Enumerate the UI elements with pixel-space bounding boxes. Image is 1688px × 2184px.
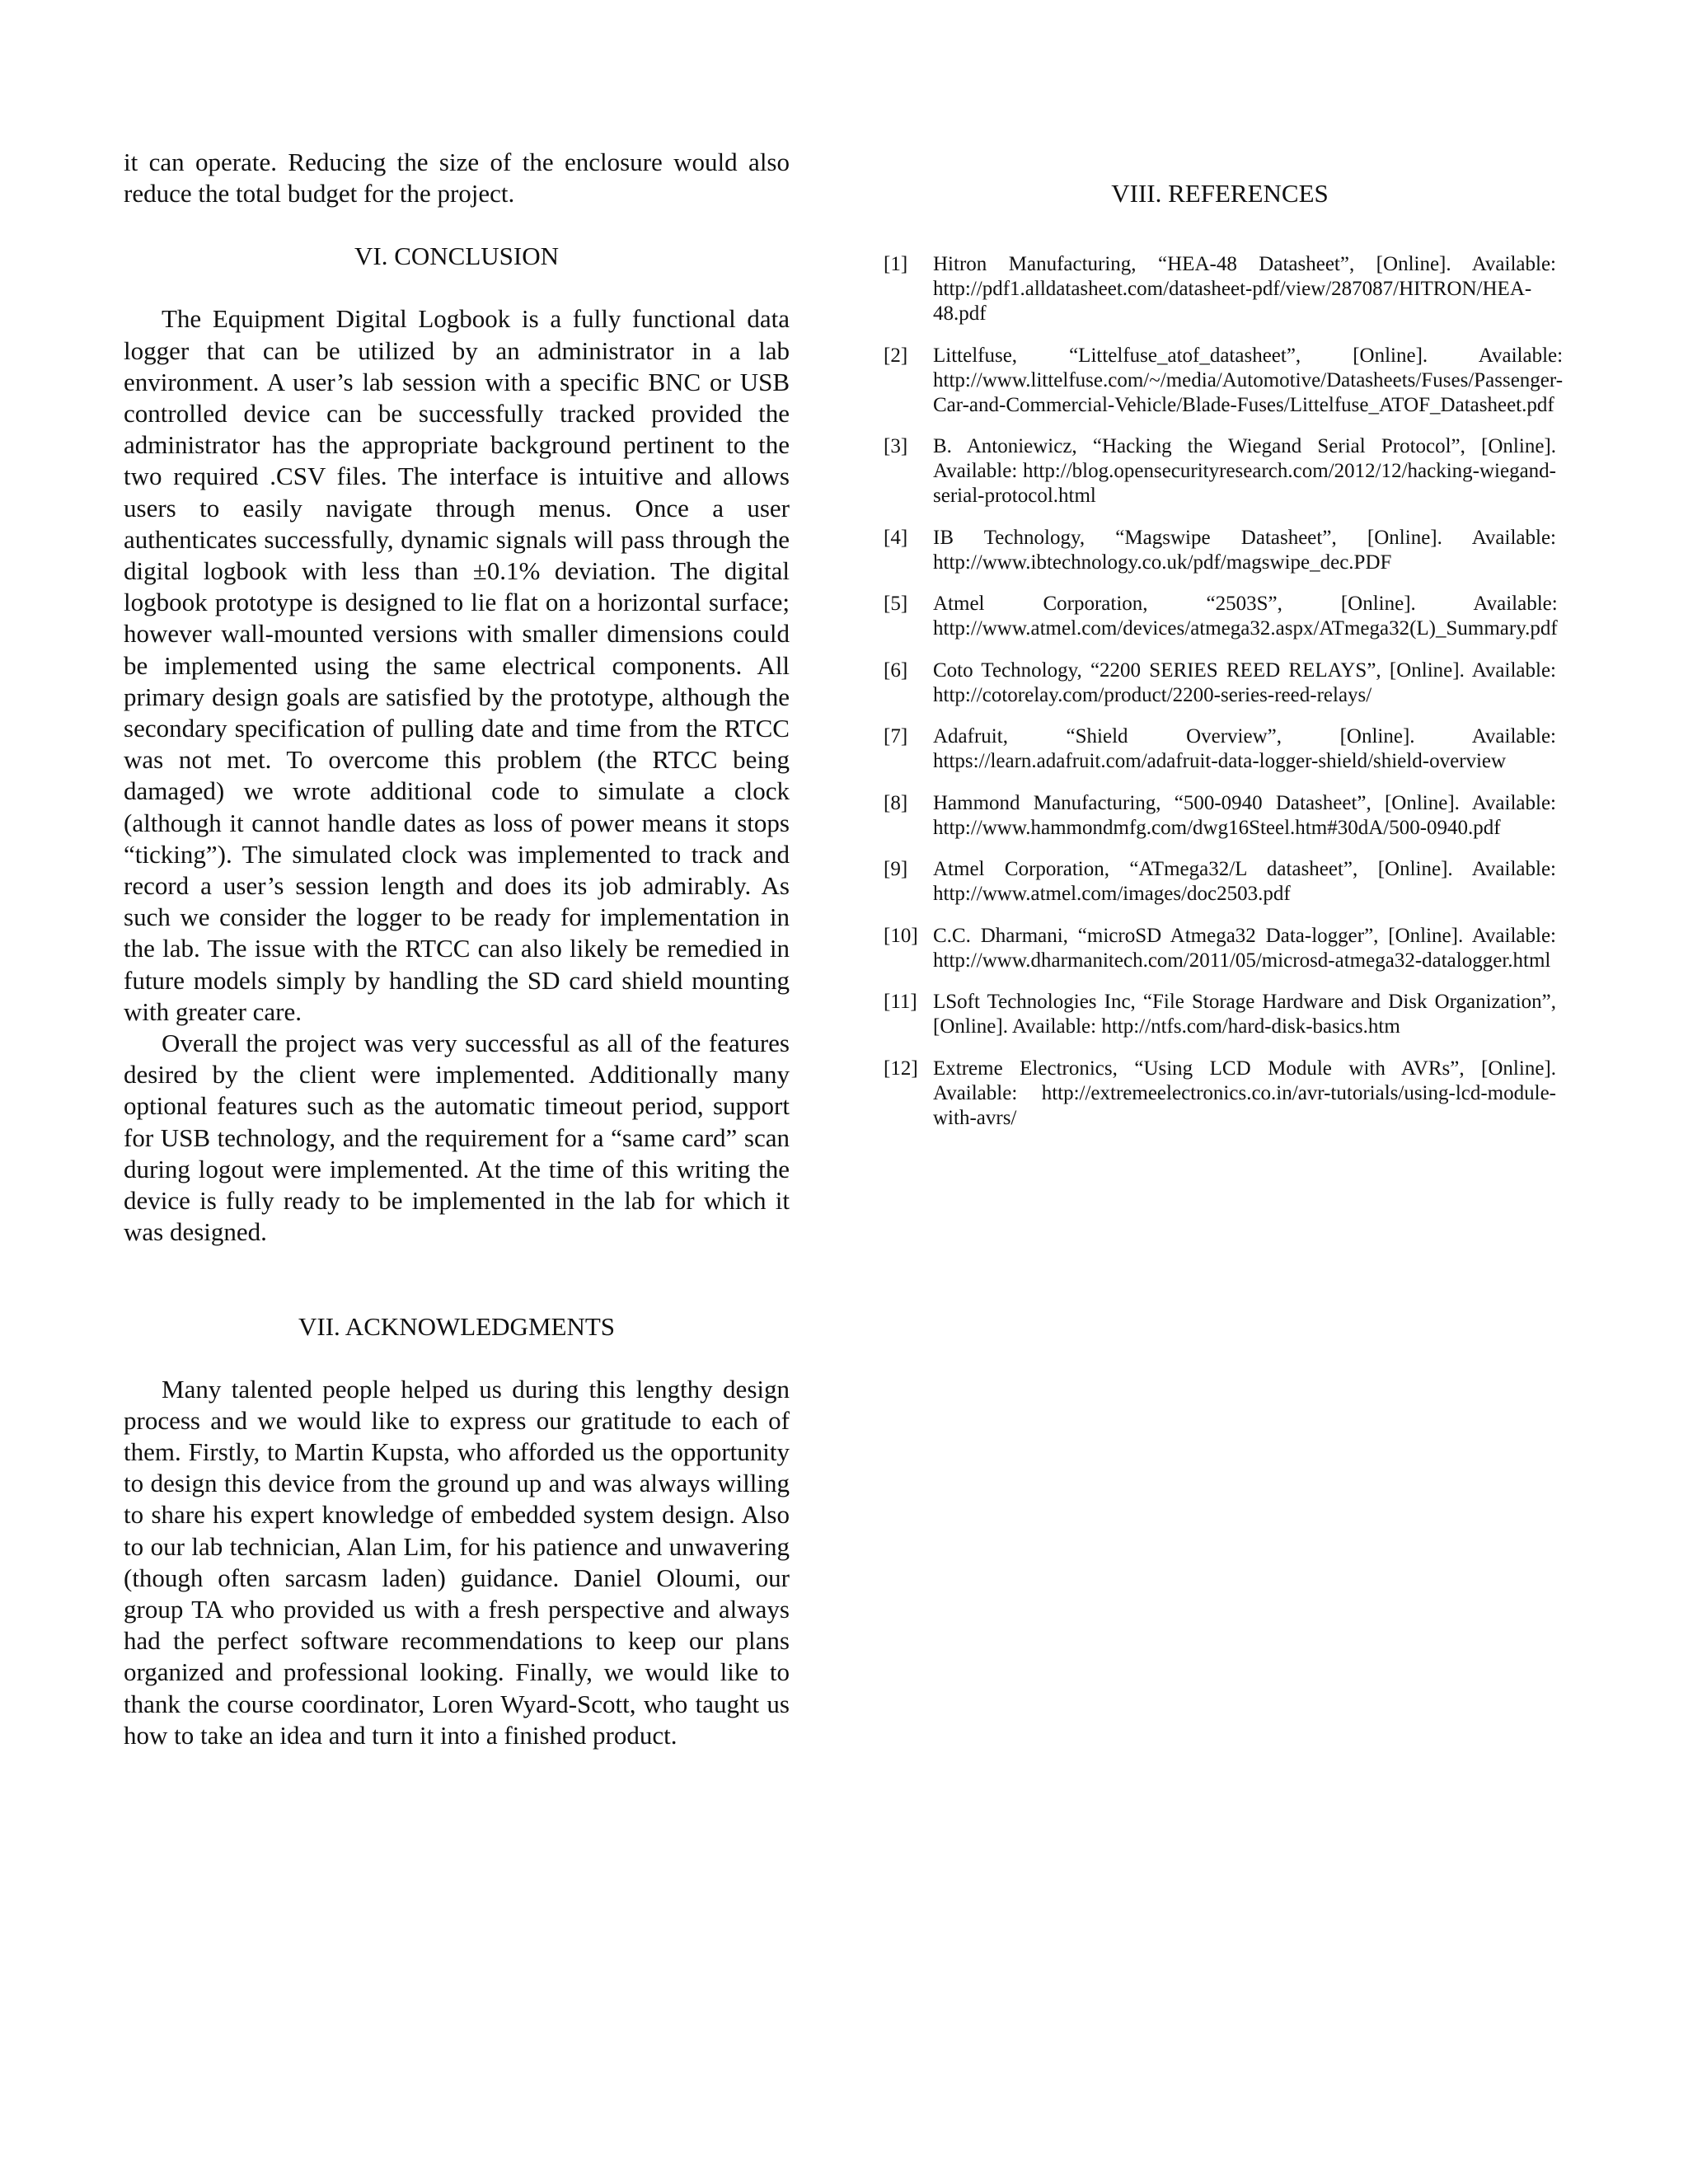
reference-text: Hammond Manufacturing, “500-0940 Datasheet”, [Online]. Available: http://www.hammondmfg.com/dwg16Steel.htm#30dA/500-0940.pdf [933, 791, 1556, 839]
reference-item [884, 1057, 1556, 1131]
reference-text: Littelfuse, “Littelfuse_atof_datasheet”, [Online]. Available: http://www.littelfuse.com/~/media/Automotive/Datasheets/Fuses/Passenger-Car-and-Commercial-Vehicle/Blade-Fuses/Littelfuse_ATOF_Datasheet.pdf [933, 344, 1564, 416]
reference-text: IB Technology, “Magswipe Datasheet”, [Online]. Available: http://www.ibtechnology.co.uk/pdf/magswipe_dec.PDF [933, 526, 1556, 574]
reference-item [884, 434, 1556, 509]
reference-number: [1] [884, 253, 908, 275]
reference-item [884, 724, 1556, 774]
reference-text: Coto Technology, “2200 SERIES REED RELAYS”, [Online]. Available: http://cotorelay.com/product/2200-series-reed-relays/ [933, 658, 1556, 706]
reference-number: [4] [884, 526, 908, 549]
reference-text: Atmel Corporation, “ATmega32/L datasheet”, [Online]. Available: http://www.atmel.com/images/doc2503.pdf [933, 858, 1556, 905]
conclusion-paragraph-1: The Equipment Digital Logbook is a fully functional data logger that can be utilized by an administrator in a lab environment. A user’s lab session with a specific BNC or USB controlled device can be successfully tracked provided the administrator has the appropriate background pertinent to the two required .CSV files. The interface is intuitive and allows users to easily navigate through menus. Once a user authenticates successfully, dynamic signals will pass through the digital logbook with less than ±0.1% deviation. The digital logbook prototype is designed to lie flat on a horizontal surface; however wall-mounted versions with smaller dimensions could be implemented using the same electrical components. All primary design goals are satisfied by the prototype, although the secondary specification of pulling date and time from the RTCC was not met. To overcome this problem (the RTCC being damaged) we wrote additional code to simulate a clock (although it cannot handle dates as loss of power means it stops “ticking”). The simulated clock was implemented to track and record a user’s session length and does its job admirably. As such we consider the logger to be ready for implementation in the lab. The issue with the RTCC can also likely be remedied in future models simply by handling the SD card shield mounting with greater care. [124, 304, 790, 1026]
reference-text: Extreme Electronics, “Using LCD Module with AVRs”, [Online]. Available: http://extremeelectronics.co.in/avr-tutorials/using-lcd-module-with-avrs/ [933, 1057, 1556, 1129]
reference-item [884, 857, 1556, 907]
reference-item [884, 344, 1564, 418]
reference-number: [9] [884, 858, 908, 880]
acknowledgments-heading: VII. ACKNOWLEDGMENTS [298, 1311, 616, 1341]
intro-paragraph: it can operate. Reducing the size of the enclosure would also reduce the total budget for the project. [124, 148, 790, 209]
reference-text: LSoft Technologies Inc, “File Storage Hardware and Disk Organization”, [Online]. Available: http://ntfs.com/hard-disk-basics.htm [933, 991, 1556, 1038]
reference-number: [7] [884, 725, 908, 748]
reference-text: Adafruit, “Shield Overview”, [Online]. Available: https://learn.adafruit.com/adafruit-data-logger-shield/shield-overview [933, 725, 1556, 772]
reference-number: [2] [884, 344, 908, 367]
reference-text: B. Antoniewicz, “Hacking the Wiegand Serial Protocol”, [Online]. Available: http://blog.opensecurityresearch.com/2012/12/hacking-wiegand-serial-protocol.html [933, 435, 1556, 507]
references-heading: VIII. REFERENCES [1111, 179, 1329, 208]
reference-list [884, 252, 1564, 1131]
reference-item [884, 252, 1556, 326]
reference-number: [6] [884, 658, 908, 682]
reference-number: [12] [884, 1057, 918, 1080]
reference-item [884, 990, 1556, 1039]
reference-number: [11] [884, 991, 917, 1013]
reference-item [884, 791, 1556, 841]
reference-text: Atmel Corporation, “2503S”, [Online]. Available: http://www.atmel.com/devices/atmega32.aspx/ATmega32(L)_Summary.pdf [933, 593, 1558, 640]
conclusion-heading: VI. CONCLUSION [354, 241, 559, 271]
reference-number: [10] [884, 924, 918, 947]
left-column [124, 147, 790, 1751]
reference-text: C.C. Dharmani, “microSD Atmega32 Data-logger”, [Online]. Available: http://www.dharmanitech.com/2011/05/microsd-atmega32-datalogger.html [933, 924, 1556, 972]
reference-item [884, 592, 1556, 641]
reference-item [884, 924, 1556, 973]
reference-text: Hitron Manufacturing, “HEA-48 Datasheet”, [Online]. Available: http://pdf1.alldatasheet.com/datasheet-pdf/view/287087/HITRON/HEA-48.pdf [933, 253, 1556, 325]
reference-number: [3] [884, 435, 908, 457]
reference-item [884, 658, 1556, 708]
conclusion-paragraph-2: Overall the project was very successful as all of the features desired by the client were implemented. Additionally many optional features such as the automatic timeout period, support for USB technology, and the requirement for a “same card” scan during logout were implemented. At the time of this writing the device is fully ready to be implemented in the lab for which it was designed. [124, 1029, 790, 1247]
reference-number: [8] [884, 791, 908, 814]
references-column [884, 178, 1564, 1147]
reference-number: [5] [884, 593, 908, 615]
acknowledgments-paragraph: Many talented people helped us during this lengthy design process and we would like to express our gratitude to each of them. Firstly, to Martin Kupsta, who afforded us the opportunity to design this device from the ground up and was always willing to share his expert knowledge of embedded system design. Also to our lab technician, Alan Lim, for his patience and unwavering (though often sarcasm laden) guidance. Daniel Oloumi, our group TA who provided us with a fresh perspective and always had the perfect software recommendations to keep our plans organized and professional looking. Finally, we would like to thank the course coordinator, Loren Wyard-Scott, who taught us how to take an idea and turn it into a finished product. [124, 1374, 790, 1750]
reference-item [884, 526, 1556, 575]
